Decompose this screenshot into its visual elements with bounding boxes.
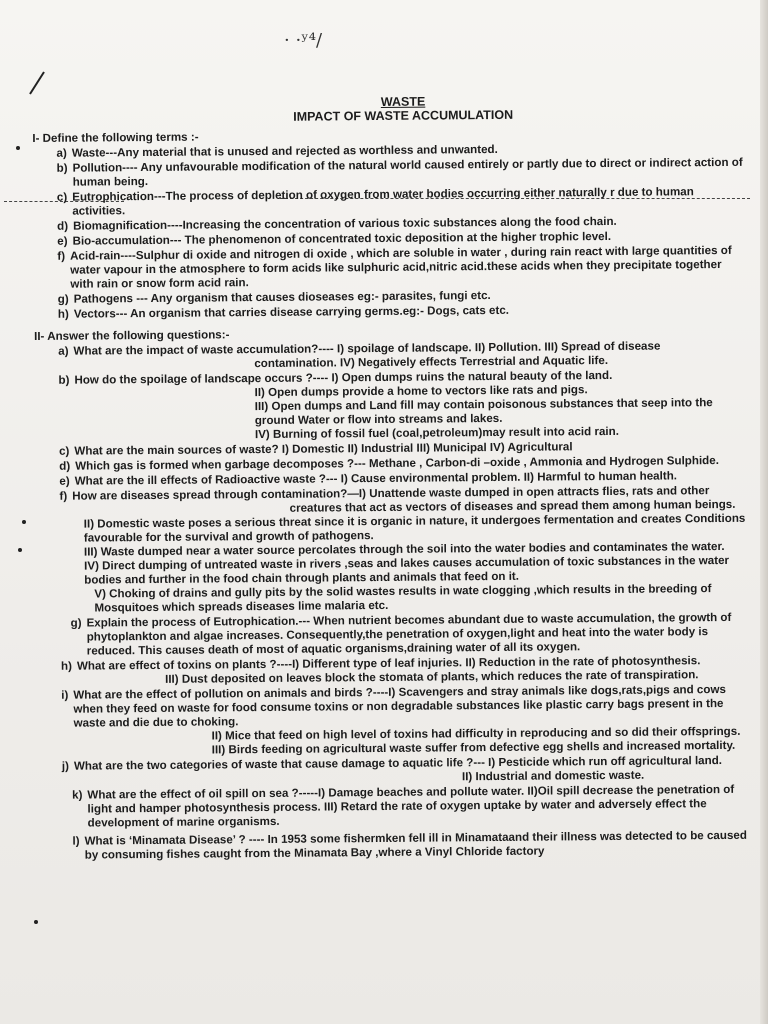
answer-line: III) Birds feeding on agricultural waste suffer from defective egg shells and increased mortality. [211,738,736,757]
answer-line: II) Open dumps provide a home to vectors like rats and pigs. [254,383,588,400]
margin-dot [22,520,26,524]
answer-line: V) Choking of drains and gully pits by the solid wastes results in wate clogging ,which results in the breeding of Mosquitoes which spreads diseases lime malaria etc. [94,582,712,615]
margin-dot [18,548,22,552]
answer-line: III) Waste dumped near a water source percolates through the soil into the water bodies and contaminates the water. [83,539,725,559]
page-subtitle: IMPACT OF WASTE ACCUMULATION [293,107,514,124]
answer-line: II) Mice that feed on high level of toxins had difficulty in reproducing and so did their offsprings. [211,724,741,743]
list-item: f) Acid-rain----Sulphur di oxide and nitrogen di oxide , which are soluble in water , during rain react with large quantities of water vapour in the atmosphere to form acids like sulphuric acid,nitric acid.these acids when they precipitate together with rain or snow form acid rain. [57,243,732,291]
list-item: d) Biomagnification----Increasing the concentration of various toxic substances along the food chain. [57,214,617,233]
answer-line: IV) Burning of fossil fuel (coal,petroleum)may result into acid rain. [254,424,619,442]
question-f: f) How are diseases spread through contamination?—I) Unattende waste dumped in open attracts flies, rats and other [59,484,710,503]
margin-dot [34,920,38,924]
list-item: b) Pollution---- Any unfavourable modification of the natural world caused entirely or partly due to direct or indirect action of human being. [56,155,743,189]
document-body [32,92,751,863]
question-g: g) Explain the process of Eutrophication.--- When nutrient becomes abundant due to waste accumulation, the growth of phytoplankton and algae increases. Consequently,the penetration of oxygen,light and heat into the water body is reduced. This causes death of most of aquatic organisms,draining water of all its oxygen. [70,610,732,658]
question-j: j) What are the two categories of waste that cause damage to aquatic life ?--- I) Pesticide which run off agricultural land. [61,754,723,773]
section-questions [34,324,751,863]
handwritten-scribble: · ·ʸ⁴/ [284,30,323,51]
list-item: a) Waste---Any material that is unused and rejected as worthless and unwanted. [56,142,498,160]
list-item: h) Vectors--- An organism that carries disease carrying germs.eg:- Dogs, cats etc. [57,303,510,321]
question-h: h) What are effect of toxins on plants ?----I) Different type of leaf injuries. II) Reduction in the rate of photosynthesis. [60,654,701,673]
page-title: WASTE [380,94,426,109]
question-c: c) What are the main sources of waste? I) Domestic II) Industrial III) Municipal IV) Agricultural [59,440,573,458]
answer-line: III) Open dumps and Land fill may contain poisonous substances that seep into the ground Water or flow into streams and lakes. [254,396,713,428]
list-item: g) Pathogens --- Any organism that causes dioseases eg:- parasites, fungi etc. [57,289,491,306]
definition-list [32,141,746,322]
page-edge [760,0,768,1024]
section-heading: II- Answer the following questions:- [34,328,230,343]
margin-dot [16,146,20,150]
list-item: c) Eutrophication---The process of depletion of oxygen from water bodies occurring either naturally r due to human activities. [56,185,694,218]
question-b: b) How do the spoilage of landscape occurs ?---- I) Open dumps ruins the natural beauty of the land. [58,368,613,387]
question-l: l) What is ‘Minamata Disease’ ? ---- In 1953 some fishermken fell ill in Minamataand their illness was detected to be caused by consuming fishes caught from the Minamata Bay ,where a Vinyl Chloride factory [72,828,747,862]
question-d: d) Which gas is formed when garbage decomposes ?--- Methane , Carbon-di –oxide , Ammonia and Hydrogen Sulphide. [59,454,719,473]
pen-stroke-icon [26,68,50,98]
answer-line: III) Dust deposited on leaves block the stomata of plants, which reduces the rate of transpiration. [165,668,699,686]
question-e: e) What are the ill effects of Radioactive waste ?--- I) Cause environmental problem. II) Harmful to human health. [59,469,678,488]
section-heading: I- Define the following terms :- [32,130,199,145]
answer-line: II) Domestic waste poses a serious threat since it is organic in nature, it undergoes fermentation and creates Conditions favourable for the survival and growth of pathogens. [83,511,746,545]
answer-line: II) Industrial and domestic waste. [461,768,645,784]
question-list [34,339,750,863]
answer-line: IV) Direct dumping of untreated waste in rivers ,seas and lakes causes accumulation of toxic substances in the water bodies and further in the food chain through plants and animals that feed on it. [84,553,730,587]
section-definitions [32,126,746,322]
list-item: e) Bio-accumulation--- The phenomenon of concentrated toxic deposition at the higher trophic level. [57,229,612,248]
answer-line: contamination. IV) Negatively effects Terrestrial and Aquatic life. [254,353,609,371]
question-k: k) What are the effect of oil spill on sea ?-----I) Damage beaches and pollute water. II)Oil spill decrease the penetration of light and hamper photosynthesis process. III) Retard the rate of oxygen uptake by water and adversely effect the development of marine organisms. [72,782,735,830]
question-a: a) What are the impact of waste accumulation?---- I) spoilage of landscape. II) Pollution. III) Spread of disease [58,339,661,358]
question-i: i) What are the effect of pollution on animals and birds ?----I) Scavengers and stray animals like dogs,rats,pigs and cows when they feed on waste for food consume toxins or non degradable substances like plastic carry bags present in the waste and die due to choking. [61,682,726,730]
answer-line: creatures that act as vectors of diseases and spread them among human beings. [289,497,736,515]
